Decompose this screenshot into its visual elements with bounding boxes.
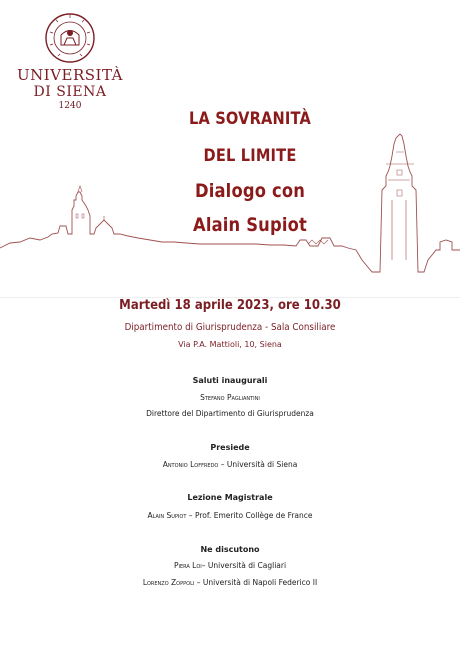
university-year: 1240 [58, 101, 82, 111]
greetings-role: Direttore del Dipartimento di Giurisprudenza [146, 409, 314, 418]
greetings-speaker: Stefano Pagliantini [200, 393, 260, 402]
university-name-line2: DI SIENA [33, 84, 107, 100]
university-seal-icon [44, 12, 96, 64]
event-venue: Dipartimento di Giurisprudenza - Sala Consiliare [124, 322, 336, 333]
chair-affiliation: – Università di Siena [218, 460, 298, 469]
event-date: Martedì 18 aprile 2023, ore 10.30 [119, 298, 341, 313]
greetings-heading: Saluti inaugurali [192, 376, 268, 385]
chair-speaker: Antonio Loffredo [162, 460, 219, 469]
lecture-line [0, 511, 460, 520]
chair-heading: Presiede [210, 443, 250, 452]
university-name-line1: UNIVERSITÀ [17, 66, 123, 84]
lecture-affiliation: – Prof. Emerito Collège de France [186, 511, 313, 520]
lecture-heading: Lezione Magistrale [187, 493, 273, 502]
discussant-1-line [0, 561, 460, 570]
discussant-2-affiliation: – Università di Napoli Federico II [194, 578, 318, 587]
discussant-1-name: Piera Loi [173, 561, 202, 570]
event-title-line3: Dialogo con [194, 180, 306, 202]
lecture-speaker: Alain Supiot [147, 511, 187, 520]
event-title-line4: Alain Supiot [192, 214, 308, 236]
event-address: Via P.A. Mattioli, 10, Siena [178, 340, 282, 349]
discussants-heading: Ne discutono [200, 545, 260, 554]
discussant-2-line [0, 578, 460, 587]
discussant-2-name: Lorenzo Zoppoli [142, 578, 195, 587]
event-title-line2: DEL LIMITE [203, 146, 297, 166]
hero-section [0, 0, 460, 298]
event-title-line1: LA SOVRANITÀ [188, 109, 312, 129]
discussant-1-affiliation: – Università di Cagliari [201, 561, 287, 570]
chair-line [0, 460, 460, 469]
